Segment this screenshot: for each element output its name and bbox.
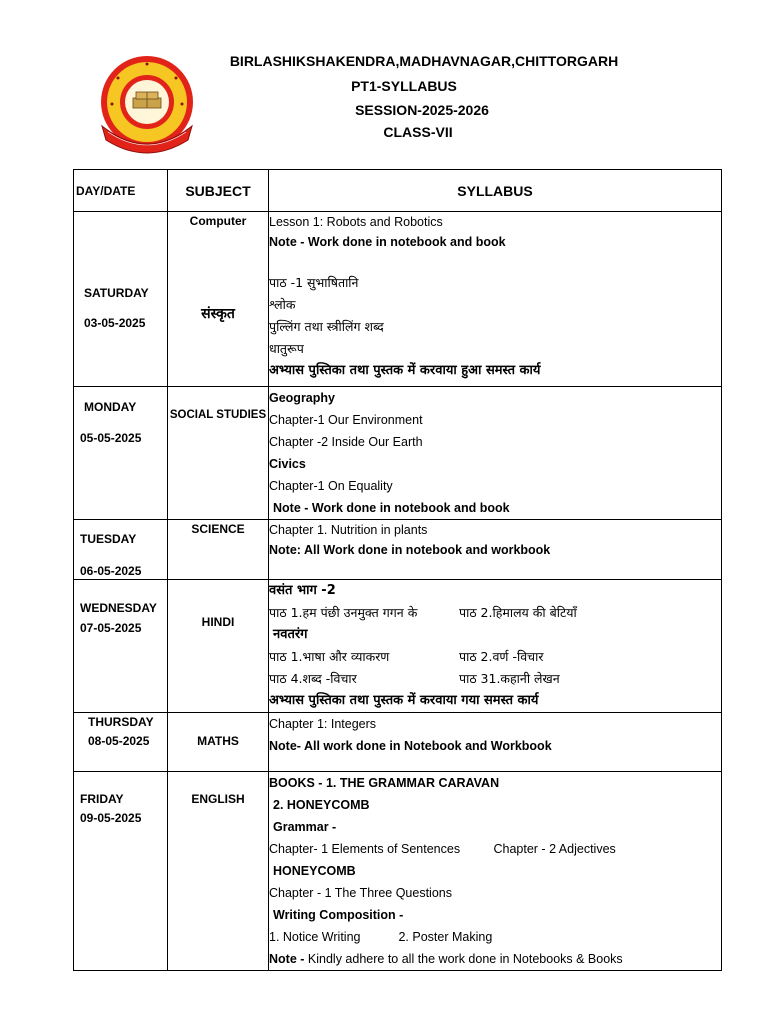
syllabus-line: नवतरंग — [273, 627, 308, 642]
syllabus-line — [269, 646, 721, 668]
subject-label: SCIENCE — [191, 522, 245, 536]
syllabus-line: धातुरूप — [269, 341, 304, 356]
day-cell — [74, 580, 168, 713]
hindi-lesson: पाठ 2.हिमालय की बेटियाँ — [458, 605, 577, 620]
exam-title: PT1-SYLLABUS — [351, 78, 457, 94]
date-label: 09-05-2025 — [80, 811, 142, 825]
syllabus-line: Chapter - 1 The Three Questions — [269, 886, 452, 900]
syllabus-line: Note - Work done in notebook and book — [269, 235, 506, 249]
syllabus-line: 2. HONEYCOMB — [273, 798, 370, 812]
date-label: 05-05-2025 — [80, 431, 142, 445]
subject-label: MATHS — [197, 734, 239, 748]
syllabus-line: अभ्यास पुस्तिका तथा पुस्तक में करवाया हुआ समस्त कार्य — [269, 363, 541, 378]
syllabus-line: BOOKS - 1. THE GRAMMAR CARAVAN — [269, 776, 500, 790]
day-label: TUESDAY — [80, 532, 137, 546]
day-label: WEDNESDAY — [80, 601, 157, 615]
syllabus-cell — [269, 520, 722, 580]
syllabus-line — [269, 668, 721, 690]
syllabus-line: Note - Work done in notebook and book — [273, 501, 510, 515]
table-row — [74, 212, 722, 387]
table-row — [74, 580, 722, 713]
class-title: CLASS-VII — [383, 124, 453, 140]
day-cell — [74, 212, 168, 387]
syllabus-line: Chapter-1 Our Environment — [269, 413, 423, 427]
header-subject: SUBJECT — [168, 170, 269, 212]
blank-line — [269, 252, 721, 272]
subject-cell — [168, 580, 269, 713]
writing-item: 2. Poster Making — [398, 930, 493, 944]
date-label: 08-05-2025 — [88, 734, 150, 748]
syllabus-line — [269, 926, 721, 948]
school-name: BIRLASHIKSHAKENDRA,MADHAVNAGAR,CHITTORGARH — [229, 53, 619, 69]
syllabus-line: Note- All work done in Notebook and Workbook — [269, 739, 552, 753]
day-label: SATURDAY — [84, 286, 149, 300]
day-cell — [74, 772, 168, 971]
table-row — [74, 713, 722, 772]
subject-cell — [168, 520, 269, 580]
subject-label: SOCIAL STUDIES — [169, 409, 267, 421]
subject-label: ENGLISH — [191, 792, 245, 806]
syllabus-line: वसंत भाग -2 — [269, 583, 336, 598]
syllabus-line: Chapter -2 Inside Our Earth — [269, 435, 423, 449]
syllabus-line: HONEYCOMB — [273, 864, 356, 878]
subject-label: संस्कृत — [201, 306, 235, 322]
syllabus-line: श्लोक — [269, 297, 296, 312]
header-day: DAY/DATE — [74, 170, 168, 212]
hindi-lesson: पाठ 1.हम पंछी उनमुक्त गगन के — [269, 605, 418, 620]
hindi-lesson: पाठ 2.वर्ण -विचार — [458, 649, 544, 664]
syllabus-line: Geography — [269, 391, 335, 405]
syllabus-line: Chapter 1. Nutrition in plants — [269, 523, 428, 537]
day-cell — [74, 713, 168, 772]
syllabus-cell — [269, 387, 722, 520]
syllabus-line: Lesson 1: Robots and Robotics — [269, 215, 443, 229]
header-syllabus: SYLLABUS — [269, 170, 722, 212]
note-label: Note - — [269, 952, 305, 966]
syllabus-line: पुल्लिंग तथा स्त्रीलिंग शब्द — [269, 319, 384, 334]
date-label: 07-05-2025 — [80, 621, 142, 635]
day-cell — [74, 520, 168, 580]
day-label: MONDAY — [84, 400, 137, 414]
subject-label: HINDI — [201, 615, 235, 629]
subject-cell — [168, 387, 269, 520]
syllabus-line — [269, 602, 721, 624]
note-text: Kindly adhere to all the work done in Notebooks & Books — [307, 952, 623, 966]
table-header-row — [74, 170, 722, 212]
syllabus-cell — [269, 772, 722, 971]
day-cell — [74, 387, 168, 520]
syllabus-table — [73, 169, 722, 971]
syllabus-line: पाठ -1 सुभाषितानि — [269, 275, 359, 290]
subject-cell — [168, 713, 269, 772]
table-row — [74, 520, 722, 580]
syllabus-cell — [269, 212, 722, 387]
syllabus-cell — [269, 580, 722, 713]
day-label: FRIDAY — [80, 792, 124, 806]
hindi-lesson: पाठ 31.कहानी लेखन — [458, 671, 560, 686]
hindi-lesson: पाठ 1.भाषा और व्याकरण — [269, 649, 390, 664]
date-label: 03-05-2025 — [84, 316, 146, 330]
syllabus-line: Grammar - — [273, 820, 337, 834]
syllabus-cell — [269, 713, 722, 772]
writing-item: 1. Notice Writing — [269, 930, 361, 944]
subject-label: Computer — [189, 214, 247, 228]
table-row — [74, 772, 722, 971]
grammar-chapter: Chapter- 1 Elements of Sentences — [269, 842, 461, 856]
session-title: SESSION-2025-2026 — [355, 102, 489, 118]
subject-cell — [168, 772, 269, 971]
grammar-chapter: Chapter - 2 Adjectives — [493, 842, 616, 856]
syllabus-line: Chapter 1: Integers — [269, 717, 377, 731]
subject-cell — [168, 212, 269, 387]
syllabus-line — [269, 838, 721, 860]
syllabus-line: Civics — [269, 457, 306, 471]
syllabus-line: Writing Composition - — [273, 908, 404, 922]
syllabus-line — [269, 948, 721, 970]
day-label: THURSDAY — [88, 715, 154, 729]
syllabus-line: Note: All Work done in notebook and workbook — [269, 543, 551, 557]
date-label: 06-05-2025 — [80, 564, 142, 578]
syllabus-line: Chapter-1 On Equality — [269, 479, 393, 493]
syllabus-line: अभ्यास पुस्तिका तथा पुस्तक में करवाया गया समस्त कार्य — [269, 693, 539, 708]
table-row — [74, 387, 722, 520]
hindi-lesson: पाठ 4.शब्द -विचार — [269, 671, 357, 686]
